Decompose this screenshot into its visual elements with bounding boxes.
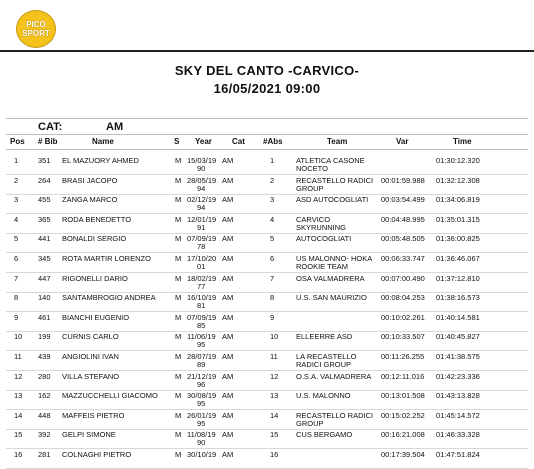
table-row	[0, 176, 534, 194]
row-name: CURNIS CARLO	[62, 332, 119, 341]
row-pos: 16	[14, 450, 23, 459]
row-team-line2: RADICI GROUP	[296, 360, 352, 369]
header-pos: Pos	[10, 137, 25, 146]
row-sex: M	[175, 215, 182, 224]
row-team-line2: GROUP	[296, 184, 324, 193]
row-year-suffix: 77	[197, 282, 206, 291]
row-sex: M	[175, 430, 182, 439]
row-var: 00:17:39.504	[381, 450, 425, 459]
row-cat: AM	[222, 411, 234, 420]
table-row	[0, 274, 534, 292]
row-team: U.S. MALONNO	[296, 391, 351, 400]
row-name: SANTAMBROGIO ANDREA	[62, 293, 156, 302]
row-year-suffix: 95	[197, 340, 206, 349]
row-divider	[6, 213, 528, 214]
table-row	[0, 156, 534, 174]
row-year-suffix: 81	[197, 301, 206, 310]
row-year-suffix: 85	[197, 321, 206, 330]
logo-line-1: PICO	[26, 20, 46, 29]
row-year-suffix: 95	[197, 419, 206, 428]
row-sex: M	[175, 176, 182, 185]
row-sex: M	[175, 411, 182, 420]
row-team: RECASTELLO RADICI	[296, 411, 374, 420]
row-bib: 281	[38, 450, 51, 459]
row-bib: 345	[38, 254, 51, 263]
header-var: Var	[396, 137, 409, 146]
row-abs: 2	[270, 176, 275, 185]
row-sex: M	[175, 352, 182, 361]
header-rule	[0, 50, 534, 52]
row-name: EL MAZUORY AHMED	[62, 156, 139, 165]
header-top-rule	[6, 134, 528, 135]
row-sex: M	[175, 450, 182, 459]
category-label: CAT:	[38, 121, 63, 133]
row-divider	[6, 350, 528, 351]
row-var: 00:11:26.255	[381, 352, 425, 361]
header-bib: # Bib	[38, 137, 58, 146]
row-abs: 9	[270, 313, 275, 322]
row-abs: 10	[270, 332, 279, 341]
row-team: AUTOCOGLIATI	[296, 234, 352, 243]
row-divider	[6, 311, 528, 312]
row-abs: 8	[270, 293, 275, 302]
row-abs: 4	[270, 215, 275, 224]
row-time: 01:35:01.315	[436, 215, 480, 224]
row-sex: M	[175, 195, 182, 204]
table-row	[0, 352, 534, 370]
row-time: 01:41:38.575	[436, 352, 480, 361]
row-name: MAZZUCCHELLI GIACOMO	[62, 391, 158, 400]
row-divider	[6, 252, 528, 253]
row-time: 01:40:14.581	[436, 313, 480, 322]
row-sex: M	[175, 274, 182, 283]
row-year-suffix: 90	[197, 438, 206, 447]
row-bib: 392	[38, 430, 51, 439]
row-year-suffix: 78	[197, 242, 206, 251]
table-row	[0, 450, 534, 468]
row-var: 00:05:48.505	[381, 234, 425, 243]
row-time: 01:43:13.828	[436, 391, 480, 400]
header-sex: S	[174, 137, 180, 146]
row-pos: 11	[14, 352, 22, 361]
row-team-line2: GROUP	[296, 419, 324, 428]
row-name: BONALDI SERGIO	[62, 234, 127, 243]
row-team: LA RECASTELLO	[296, 352, 357, 361]
row-pos: 14	[14, 411, 23, 420]
row-time: 01:37:12.810	[436, 274, 480, 283]
table-row	[0, 293, 534, 311]
row-year: 28/07/19	[187, 352, 217, 361]
table-row	[0, 332, 534, 350]
row-abs: 11	[270, 352, 278, 361]
row-team-line2: ROOKIE TEAM	[296, 262, 348, 271]
header-team: Team	[327, 137, 348, 146]
row-team: ASD AUTOCOGLIATI	[296, 195, 369, 204]
row-name: ANGIOLINI IVAN	[62, 352, 119, 361]
table-row	[0, 254, 534, 272]
row-year: 30/10/19	[187, 450, 217, 459]
row-abs: 7	[270, 274, 275, 283]
row-bib: 447	[38, 274, 51, 283]
row-cat: AM	[222, 352, 234, 361]
row-pos: 9	[14, 313, 19, 322]
row-abs: 12	[270, 372, 279, 381]
row-sex: M	[175, 332, 182, 341]
row-var: 00:10:33.507	[381, 332, 425, 341]
row-bib: 280	[38, 372, 51, 381]
row-bib: 351	[38, 156, 51, 165]
row-year: 26/01/19	[187, 411, 217, 420]
row-year: 12/01/19	[187, 215, 217, 224]
row-abs: 14	[270, 411, 279, 420]
row-pos: 15	[14, 430, 23, 439]
row-abs: 6	[270, 254, 275, 263]
row-team: U.S. SAN MAURIZIO	[296, 293, 367, 302]
row-sex: M	[175, 254, 182, 263]
row-year-suffix: 94	[197, 203, 206, 212]
row-pos: 7	[14, 274, 19, 283]
row-divider	[6, 448, 528, 449]
header-abs: #Abs	[263, 137, 283, 146]
row-pos: 2	[14, 176, 19, 185]
header-bottom-rule	[6, 149, 528, 150]
row-year: 07/09/19	[187, 313, 217, 322]
row-year-suffix: 01	[197, 262, 206, 271]
row-year: 18/02/19	[187, 274, 217, 283]
row-sex: M	[175, 234, 182, 243]
row-var: 00:13:01.508	[381, 391, 425, 400]
table-row	[0, 313, 534, 331]
row-team: US MALONNO- HOKA	[296, 254, 373, 263]
row-year-suffix: 91	[197, 223, 206, 232]
row-bib: 461	[38, 313, 51, 322]
row-name: RIGONELLI DARIO	[62, 274, 128, 283]
table-row	[0, 391, 534, 409]
row-year: 16/10/19	[187, 293, 217, 302]
row-divider	[6, 174, 528, 175]
row-cat: AM	[222, 274, 234, 283]
row-year: 11/08/19	[187, 430, 216, 439]
row-var: 00:03:54.499	[381, 195, 425, 204]
row-cat: AM	[222, 254, 234, 263]
row-name: MAFFEIS PIETRO	[62, 411, 125, 420]
row-var: 00:16:21.008	[381, 430, 425, 439]
logo-line-2: SPORT	[22, 29, 50, 38]
row-year: 17/10/20	[187, 254, 217, 263]
row-year-suffix: 94	[197, 184, 206, 193]
row-cat: AM	[222, 430, 234, 439]
table-row	[0, 372, 534, 390]
row-team: OSA VALMADRERA	[296, 274, 365, 283]
table-row	[0, 430, 534, 448]
row-var: 00:01:59.988	[381, 176, 425, 185]
row-time: 01:30:12.320	[436, 156, 480, 165]
row-team-line2: SKYRUNNING	[296, 223, 347, 232]
row-sex: M	[175, 372, 182, 381]
row-time: 01:45:14.572	[436, 411, 480, 420]
row-divider	[6, 272, 528, 273]
row-team: CARVICO	[296, 215, 331, 224]
row-sex: M	[175, 293, 182, 302]
row-cat: AM	[222, 372, 234, 381]
table-row	[0, 234, 534, 252]
row-cat: AM	[222, 195, 234, 204]
row-pos: 8	[14, 293, 19, 302]
pico-sport-logo	[16, 10, 56, 48]
row-cat: AM	[222, 176, 234, 185]
row-divider	[6, 409, 528, 410]
row-year-suffix: 96	[197, 380, 206, 389]
row-year: 15/03/19	[187, 156, 217, 165]
row-sex: M	[175, 313, 182, 322]
header-cat: Cat	[232, 137, 245, 146]
row-bib: 199	[38, 332, 51, 341]
row-time: 01:34:06.819	[436, 195, 480, 204]
row-year-suffix: 95	[197, 399, 206, 408]
row-year: 21/12/19	[187, 372, 217, 381]
row-pos: 13	[14, 391, 23, 400]
row-abs: 3	[270, 195, 275, 204]
table-row	[0, 411, 534, 429]
header-time: Time	[453, 137, 472, 146]
row-pos: 1	[14, 156, 19, 165]
row-year-suffix: 89	[197, 360, 206, 369]
row-bib: 448	[38, 411, 51, 420]
row-var: 00:06:33.747	[381, 254, 425, 263]
row-cat: AM	[222, 450, 234, 459]
row-name: GELPI SIMONE	[62, 430, 116, 439]
row-name: ROTA MARTIR LORENZO	[62, 254, 151, 263]
row-time: 01:46:33.328	[436, 430, 480, 439]
row-year: 30/08/19	[187, 391, 217, 400]
row-year: 11/06/19	[187, 332, 216, 341]
row-var: 00:04:48.995	[381, 215, 425, 224]
row-year-suffix: 90	[197, 164, 206, 173]
row-year: 28/05/19	[187, 176, 217, 185]
header-name: Name	[92, 137, 114, 146]
row-pos: 12	[14, 372, 23, 381]
row-divider	[6, 370, 528, 371]
row-team: ELLEERRE ASD	[296, 332, 353, 341]
table-row	[0, 195, 534, 213]
row-var: 00:10:02.261	[381, 313, 425, 322]
row-bib: 162	[38, 391, 51, 400]
row-abs: 5	[270, 234, 275, 243]
row-cat: AM	[222, 156, 234, 165]
table-row	[0, 215, 534, 233]
row-abs: 15	[270, 430, 279, 439]
event-datetime: 16/05/2021 09:00	[213, 81, 321, 96]
row-name: VILLA STEFANO	[62, 372, 120, 381]
row-cat: AM	[222, 293, 234, 302]
row-var: 00:12:11.016	[381, 372, 425, 381]
row-time: 01:36:46.067	[436, 254, 480, 263]
event-title: SKY DEL CANTO -CARVICO-	[174, 63, 360, 78]
row-cat: AM	[222, 215, 234, 224]
row-bib: 439	[38, 352, 51, 361]
row-name: RODA BENEDETTO	[62, 215, 132, 224]
row-bib: 140	[38, 293, 51, 302]
row-time: 01:36:00.825	[436, 234, 480, 243]
row-bib: 455	[38, 195, 51, 204]
row-name: COLNAGHI PIETRO	[62, 450, 132, 459]
row-team: ATLETICA CASONE	[296, 156, 365, 165]
row-team: RECASTELLO RADICI	[296, 176, 374, 185]
row-year: 07/09/19	[187, 234, 217, 243]
table-top-rule	[6, 118, 528, 119]
row-var: 00:08:04.253	[381, 293, 425, 302]
row-pos: 5	[14, 234, 19, 243]
row-team: O.S.A. VALMADRERA	[296, 372, 372, 381]
row-abs: 16	[270, 450, 279, 459]
row-bib: 264	[38, 176, 51, 185]
row-cat: AM	[222, 234, 234, 243]
row-bib: 365	[38, 215, 51, 224]
row-name: BIANCHI EUGENIO	[62, 313, 130, 322]
row-time: 01:32:12.308	[436, 176, 480, 185]
row-pos: 6	[14, 254, 19, 263]
row-team-line2: NOCETO	[296, 164, 328, 173]
row-sex: M	[175, 391, 182, 400]
row-time: 01:40:45.827	[436, 332, 480, 341]
row-pos: 4	[14, 215, 19, 224]
row-cat: AM	[222, 313, 234, 322]
row-name: BRASI JACOPO	[62, 176, 118, 185]
row-time: 01:42:23.336	[436, 372, 480, 381]
row-year: 02/12/19	[187, 195, 217, 204]
row-name: ZANGA MARCO	[62, 195, 118, 204]
row-pos: 10	[14, 332, 23, 341]
row-pos: 3	[14, 195, 19, 204]
row-cat: AM	[222, 332, 234, 341]
row-var: 00:15:02.252	[381, 411, 425, 420]
header-year: Year	[195, 137, 212, 146]
row-bib: 441	[38, 234, 51, 243]
row-time: 01:38:16.573	[436, 293, 480, 302]
row-cat: AM	[222, 391, 234, 400]
row-sex: M	[175, 156, 182, 165]
row-abs: 13	[270, 391, 279, 400]
row-time: 01:47:51.824	[436, 450, 480, 459]
row-team: CUS BERGAMO	[296, 430, 353, 439]
category-value: AM	[106, 121, 124, 133]
row-abs: 1	[270, 156, 275, 165]
row-var: 00:07:00.490	[381, 274, 425, 283]
